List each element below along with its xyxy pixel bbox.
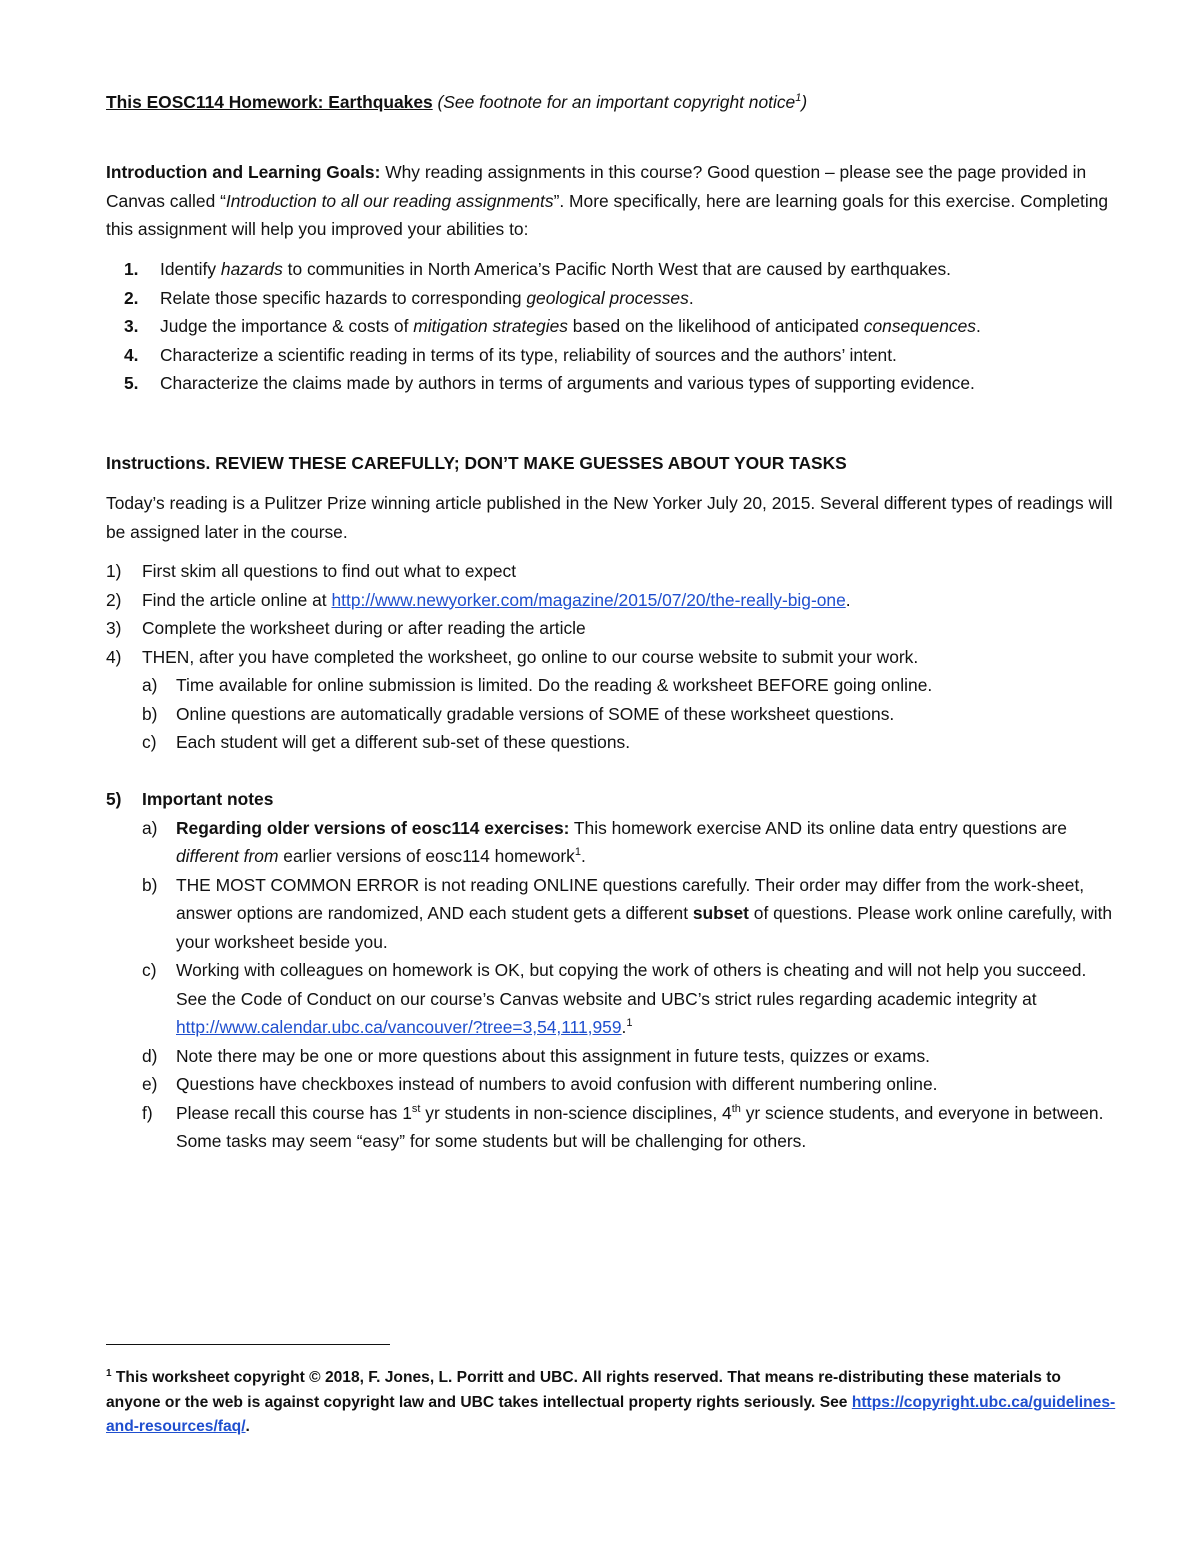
- note-item: d) Note there may be one or more questions about this assignment in future tests, quizzes or exams.: [142, 1045, 930, 1066]
- intro-paragraph: Introduction and Learning Goals: Why reading assignments in this course? Good question – please see the page provided in Canvas called “Introduction to all our reading assignments”. More specifically, here are learning goals for this exercise. Completing this assignment will help you improved your abilities to:: [106, 162, 1109, 239]
- note-item: f) Please recall this course has 1st yr students in non-science disciplines, 4th yr science students, and everyone in between. Some tasks may seem “easy” for some students but will be challenging for others.: [142, 1102, 1104, 1151]
- learning-goal: 3. Judge the importance & costs of mitigation strategies based on the likelihood of anticipated consequences.: [124, 316, 981, 336]
- footnote-number: 1: [106, 1367, 112, 1379]
- footnote-ref: 1: [626, 1017, 633, 1030]
- footnote: $^1$ This worksheet copyright © 2018, F. Jones, L. Porritt and UBC. All rights reserved. That means re-distributing these materials to anyone or the web is against copyright law and UBC takes intellectual property rights seriously. See https://copyright.ubc.ca/guidelines-and-resources/faq/.: [106, 1367, 1116, 1435]
- footnote-separator: [106, 1344, 390, 1345]
- note-item: e) Questions have checkboxes instead of numbers to avoid confusion with different numbering online.: [142, 1074, 938, 1094]
- instruction-substep: b) Online questions are automatically gradable versions of SOME of these worksheet questions.: [142, 703, 895, 724]
- instruction-substep: c) Each student will get a different sub-set of these questions.: [142, 732, 631, 752]
- important-notes: [106, 785, 1116, 1156]
- important-notes-heading: 5) Important notes: [106, 789, 274, 809]
- instructions-paragraph: Today’s reading is a Pulitzer Prize winning article published in the New Yorker July 20, 2015. Several different types of readings will be assigned later in the course.: [106, 493, 1113, 542]
- instruction-step: 1) First skim all questions to find out what to expect: [106, 561, 517, 581]
- instructions-heading: Instructions. REVIEW THESE CAREFULLY; DON’T MAKE GUESSES ABOUT YOUR TASKS: [106, 453, 847, 473]
- footnote-ref: 1: [574, 846, 581, 859]
- document-title: [106, 88, 1116, 117]
- note-item: b) THE MOST COMMON ERROR is not reading ONLINE questions carefully. Their order may differ from the work-sheet, answer options are randomized, AND each student gets a different subset of questions. Please work online carefully, with your worksheet beside you.: [142, 874, 1113, 952]
- note-item: a) Regarding older versions of eosc114 exercises: This homework exercise AND its online data entry questions are different from earlier versions of eosc114 homework$^1$.: [142, 817, 1067, 866]
- newyorker-article-link[interactable]: http://www.newyorker.com/magazine/2015/07/20/the-really-big-one: [331, 589, 846, 610]
- ubc-calendar-link[interactable]: http://www.calendar.ubc.ca/vancouver/?tree=3,54,111,959: [176, 1017, 622, 1037]
- instruction-step: 4) THEN, after you have completed the worksheet, go online to our course website to submit your work.: [106, 646, 919, 667]
- title-main: This EOSC114 Homework: Earthquakes: [106, 92, 433, 112]
- learning-goal: 4. Characterize a scientific reading in terms of its type, reliability of sources and the authors’ intent.: [124, 344, 897, 365]
- learning-goal: 1. Identify hazards to communities in North America’s Pacific North West that are caused by earthquakes.: [124, 259, 952, 279]
- copyright-note: (See footnote for an important copyright notice$^1$): [437, 92, 808, 112]
- instruction-steps: [106, 557, 1116, 757]
- intro-heading: Introduction and Learning Goals:: [106, 162, 381, 182]
- learning-goals-list: [106, 255, 1116, 398]
- instruction-step: 3) Complete the worksheet during or after reading the article: [106, 618, 586, 638]
- copyright-faq-link[interactable]: https://copyright.ubc.ca/guidelines-and-resources/faq/: [106, 1393, 1116, 1435]
- note-item: c) Working with colleagues on homework is OK, but copying the work of others is cheating and will not help you succeed. See the Code of Conduct on our course’s Canvas website and UBC’s strict rules regarding academic integrity at http://www.calendar.ubc.ca/vancouver/?tree=3,54,111,959.$^1$: [142, 960, 1087, 1037]
- footnote-ref: 1: [795, 92, 802, 105]
- learning-goal: 2. Relate those specific hazards to corresponding geological processes.: [124, 287, 694, 308]
- instruction-step: 2) Find the article online at http://www.newyorker.com/magazine/2015/07/20/the-really-big-one.: [106, 589, 851, 610]
- instruction-substep: a) Time available for online submission is limited. Do the reading & worksheet BEFORE going online.: [142, 675, 933, 695]
- learning-goal: 5. Characterize the claims made by authors in terms of arguments and various types of supporting evidence.: [124, 373, 975, 393]
